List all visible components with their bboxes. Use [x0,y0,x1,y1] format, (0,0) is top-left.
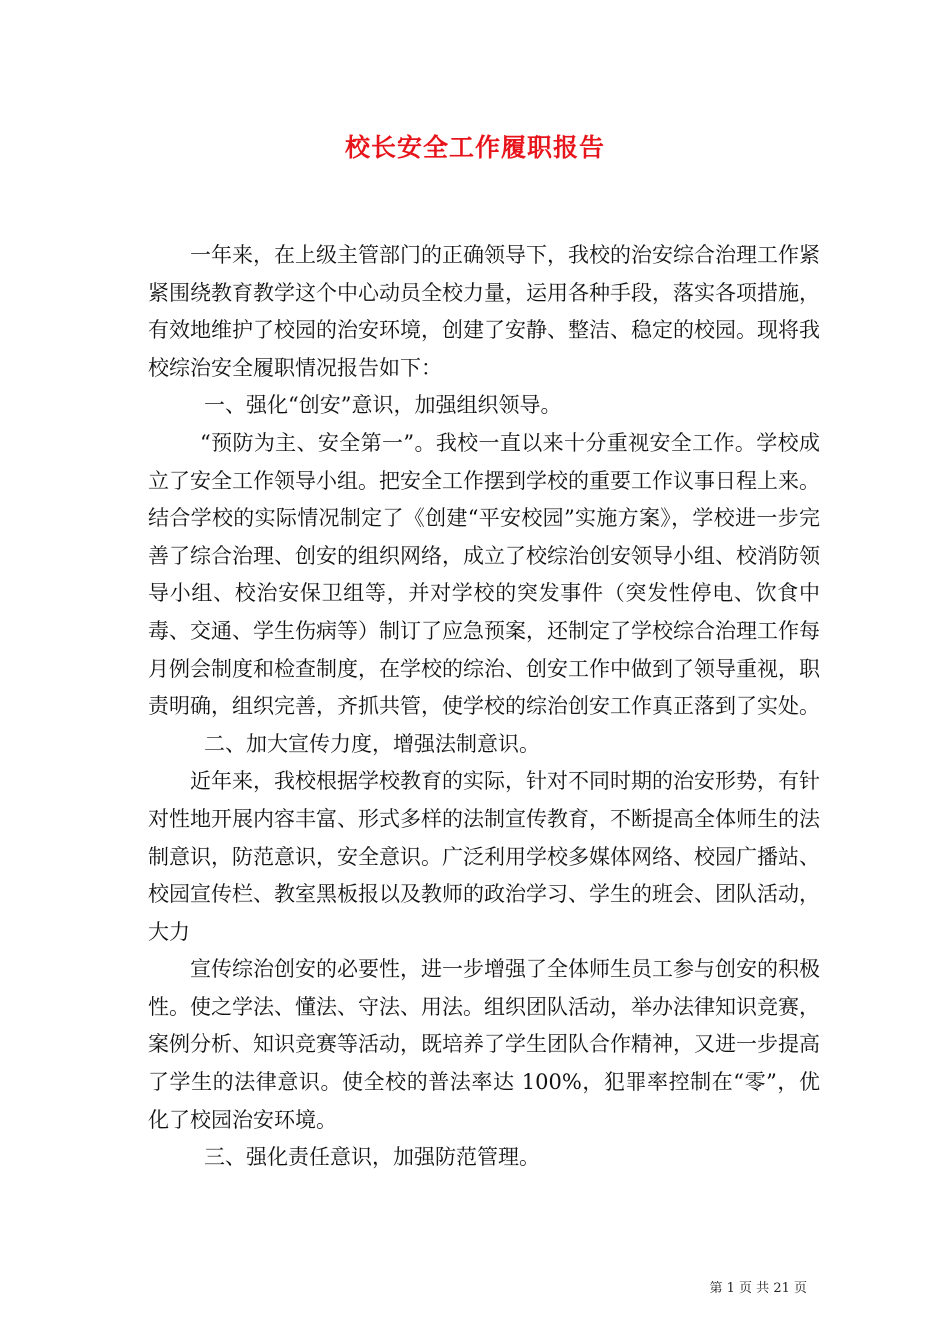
section-2-paragraph-2: 宣传综治创安的必要性，进一步增强了全体师生员工参与创安的积极性。使之学法、懂法、守法、用法。组织团队活动，举办法律知识竞赛，案例分析、知识竞赛等活动，既培养了学生团队合作精神，又进一步提高了学生的法律意识。使全校的普法率达 100%，犯罪率控制在“零”，优化了校园治安环境。 [148,957,820,1132]
section-heading-1: 一、强化“创安”意识，加强组织领导。 [204,393,562,418]
section-1-paragraph: “预防为主、安全第一”。我校一直以来十分重视安全工作。学校成立了安全工作领导小组。把安全工作摆到学校的重要工作议事日程上来。结合学校的实际情况制定了《创建“平安校园”实施方案》，学校进一步完善了综合治理、创安的组织网络，成立了校综治创安领导小组、校消防领导小组、校治安保卫组等，并对学校的突发事件（突发性停电、饮食中毒、交通、学生伤病等）制订了应急预案，还制定了学校综合治理工作每月例会制度和检查制度，在学校的综治、创安工作中做到了领导重视，职责明确，组织完善，齐抓共管，使学校的综治创安工作真正落到了实处。 [148,430,820,719]
section-heading-3: 三、强化责任意识，加强防范管理。 [204,1145,540,1170]
intro-paragraph: 一年来，在上级主管部门的正确领导下，我校的治安综合治理工作紧紧围绕教育教学这个中心动员全校力量，运用各种手段，落实各项措施，有效地维护了校园的治安环境，创建了安静、整洁、稳定的校园。现将我校综治安全履职情况报告如下： [148,243,820,380]
section-2-paragraph-1: 近年来，我校根据学校教育的实际，针对不同时期的治安形势，有针对性地开展内容丰富、形式多样的法制宣传教育，不断提高全体师生的法制意识，防范意识，安全意识。广泛利用学校多媒体网络、校园广播站、校园宣传栏、教室黑板报以及教师的政治学习、学生的班会、团队活动，大力 [148,769,820,944]
section-heading-2: 二、加大宣传力度，增强法制意识。 [204,731,540,756]
document-title: 校长安全工作履职报告 [344,133,605,162]
page-number-footer: 第 1 页 共 21 页 [709,1281,807,1296]
document-body [148,237,820,1177]
